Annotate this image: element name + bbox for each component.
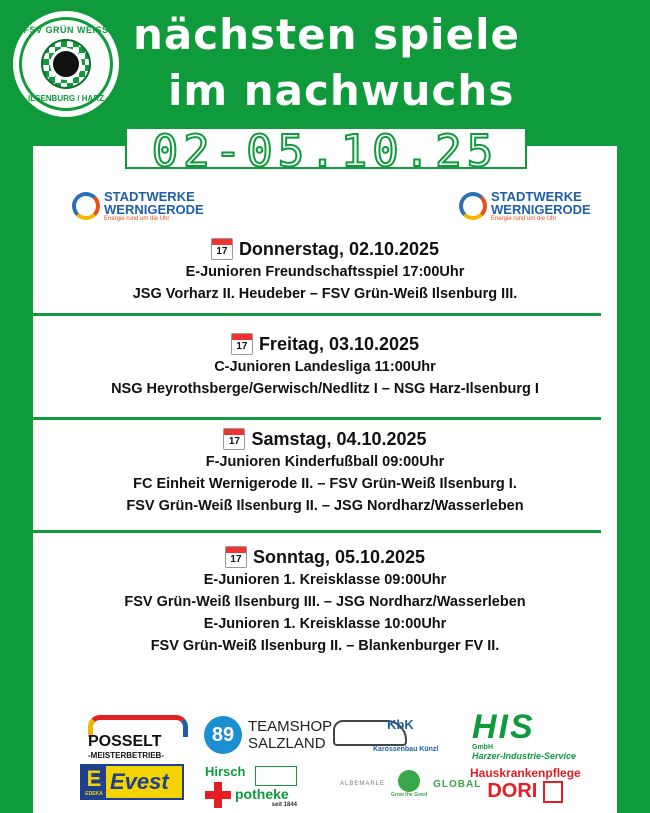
- hkp-text: Hauskrankenpflege: [470, 766, 581, 780]
- date-range: 02-05.10.25: [151, 126, 499, 177]
- kbk-text: KbK: [387, 716, 414, 732]
- match-line: FSV Grün-Weiß Ilsenburg II. – Blankenburger FV II.: [150, 638, 500, 654]
- match-block-sunday: [33, 545, 617, 657]
- kbk-sub: Karossenbau Künzl: [373, 746, 439, 753]
- teamshop-badge: 89: [204, 716, 242, 754]
- day-heading: [33, 427, 617, 451]
- house-icon: [543, 781, 563, 803]
- day-title: Sonntag, 05.10.2025: [252, 547, 426, 567]
- global-text: GLOBAL: [433, 778, 482, 790]
- edeka-text: EDEKA: [85, 791, 103, 797]
- headline-line1: nächsten spiele: [133, 10, 520, 59]
- match-line: E-Junioren 1. Kreisklasse 09:00Uhr: [203, 572, 447, 588]
- sponsor-albemarle-global: [340, 770, 481, 798]
- match-line: C-Junioren Landesliga 11:00Uhr: [214, 359, 436, 375]
- sponsor-kbk: [333, 716, 439, 753]
- sponsor-edeka-evest: E EDEKA Evest: [80, 764, 184, 800]
- sponsor-teamshop: [204, 716, 332, 754]
- calendar-icon: 17: [225, 546, 247, 568]
- divider: [33, 530, 601, 533]
- hirsch-text: Hirsch: [205, 764, 246, 779]
- logo-text-bottom: ILSENBURG / HARZ: [28, 94, 104, 103]
- stadtwerke-tagline: Energie rund um die Uhr: [104, 216, 170, 222]
- day-title: Donnerstag, 02.10.2025: [238, 239, 440, 259]
- calendar-icon: 17: [231, 333, 253, 355]
- divider: [33, 417, 601, 420]
- match-line: FSV Grün-Weiß Ilsenburg II. – JSG Nordharz/Wasserleben: [126, 498, 524, 514]
- evest-text: Evest: [110, 769, 169, 794]
- sponsor-his: [472, 710, 576, 761]
- teamshop-line2: SALZLAND: [248, 735, 326, 752]
- sponsor-apotheke: [205, 762, 297, 808]
- ball-center: [50, 48, 82, 80]
- stadtwerke-tagline: Energie rund um die Uhr: [491, 216, 557, 222]
- logo-text-top: FSV GRÜN WEISS: [23, 25, 109, 35]
- headline-line2: im nachwuchs: [168, 66, 515, 115]
- match-line: FSV Grün-Weiß Ilsenburg III. – JSG Nordharz/Wasserleben: [124, 594, 526, 610]
- sponsor-stadtwerke-left: [72, 190, 204, 222]
- club-logo: [10, 8, 122, 120]
- match-block-thursday: [33, 237, 617, 305]
- day-title: Samstag, 04.10.2025: [251, 429, 427, 449]
- calendar-icon: 17: [211, 238, 233, 260]
- stadtwerke-name1: STADTWERKE: [104, 189, 195, 204]
- his-gmbh: GmbH: [472, 744, 493, 751]
- apotheke-text: potheke: [235, 786, 289, 802]
- posselt-name: POSSELT: [88, 733, 162, 750]
- day-heading: [33, 237, 617, 261]
- match-line: E-Junioren 1. Kreisklasse 10:00Uhr: [203, 616, 447, 632]
- match-line: F-Junioren Kinderfußball 09:00Uhr: [205, 454, 445, 470]
- stadtwerke-icon: [459, 192, 487, 220]
- stadtwerke-name2: WERNIGERODE: [104, 202, 204, 217]
- global-sub: Grow the Good: [391, 792, 428, 798]
- match-line: FC Einheit Wernigerode II. – FSV Grün-Weiß Ilsenburg I.: [133, 476, 517, 492]
- calendar-icon: 17: [223, 428, 245, 450]
- stadtwerke-icon: [72, 192, 100, 220]
- day-title: Freitag, 03.10.2025: [258, 334, 420, 354]
- match-block-saturday: [33, 427, 617, 517]
- day-heading: [33, 332, 617, 356]
- sponsor-posselt: [88, 715, 188, 760]
- stadtwerke-name2: WERNIGERODE: [491, 202, 591, 217]
- teamshop-line1: TEAMSHOP: [248, 718, 333, 735]
- dori-text: DORI: [487, 780, 538, 802]
- match-block-friday: [33, 332, 617, 400]
- divider: [33, 313, 601, 316]
- sponsor-dori: [470, 766, 581, 803]
- albemarle-text: ALBEMARLE: [340, 781, 386, 787]
- sponsor-stadtwerke-right: [459, 190, 591, 222]
- match-line: NSG Heyrothsberge/Gerwisch/Nedlitz I – NSG Harz-Ilsenburg I: [111, 381, 539, 397]
- stadtwerke-name1: STADTWERKE: [491, 189, 582, 204]
- match-line: JSG Vorharz II. Heudeber – FSV Grün-Weiß Ilsenburg III.: [132, 286, 518, 302]
- his-sub: Harzer-Industrie-Service: [472, 751, 577, 761]
- posselt-sub: -MEISTERBETRIEB-: [88, 751, 164, 760]
- match-line: E-Junioren Freundschaftsspiel 17:00Uhr: [185, 264, 465, 280]
- his-text: HIS: [472, 708, 535, 746]
- apotheke-since: seit 1844: [271, 802, 297, 808]
- day-heading: [33, 545, 617, 569]
